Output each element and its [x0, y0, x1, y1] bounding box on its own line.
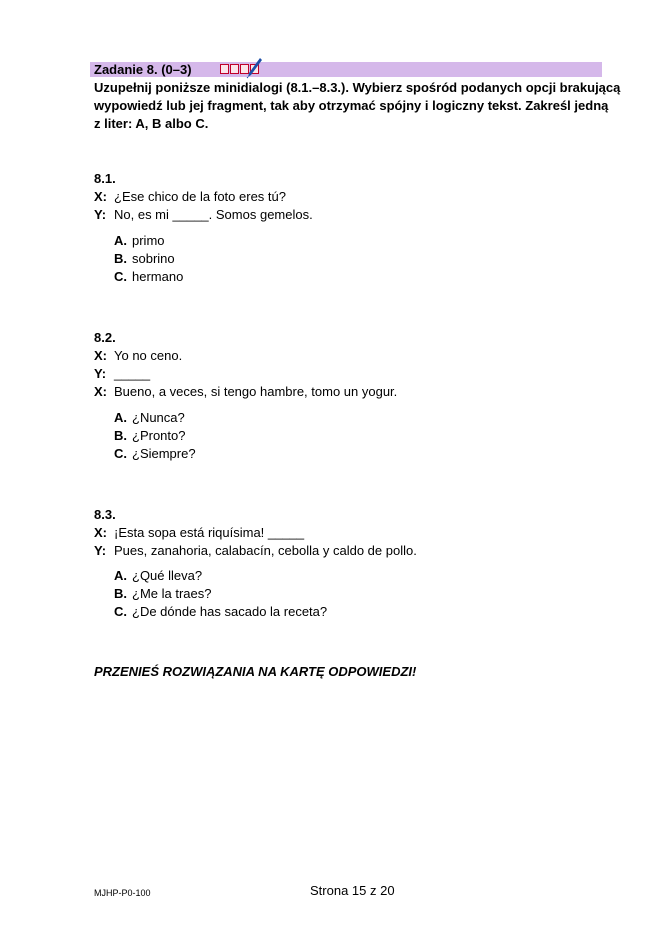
option-letter: B. [114, 251, 127, 266]
pen-icon [245, 57, 263, 79]
option-letter: C. [114, 446, 127, 461]
option-letter: A. [114, 233, 127, 248]
answer-option-b[interactable] [114, 586, 211, 602]
option-text: ¿Pronto? [132, 428, 186, 443]
speaker-label: X: [94, 348, 107, 363]
answer-option-c[interactable] [114, 604, 327, 620]
option-text: ¿De dónde has sacado la receta? [132, 604, 328, 619]
answer-option-b[interactable] [114, 251, 175, 267]
dialog-line [94, 189, 286, 205]
answer-option-a[interactable] [114, 410, 185, 426]
question-number: 8.3. [94, 507, 116, 522]
question-number: 8.1. [94, 171, 116, 186]
option-text: ¿Qué lleva? [132, 568, 203, 583]
instruction-line: Uzupełnij poniższe minidialogi (8.1.–8.3.). Wybierz spośród podanych opcji brakującą [94, 80, 621, 95]
dialog-line [94, 543, 417, 559]
answer-option-c[interactable] [114, 446, 196, 462]
page-number: Strona 15 z 20 [310, 883, 395, 898]
answer-option-a[interactable] [114, 568, 202, 584]
option-letter: C. [114, 269, 127, 284]
option-text: ¿Me la traes? [132, 586, 212, 601]
score-box [220, 64, 229, 74]
dialog-line [94, 384, 397, 400]
option-letter: A. [114, 568, 127, 583]
dialog-text: ¿Ese chico de la foto eres tú? [114, 189, 286, 204]
option-text: ¿Siempre? [132, 446, 196, 461]
speaker-label: Y: [94, 366, 107, 381]
instruction-line: wypowiedź lub jej fragment, tak aby otrzymać spójny i logiczny tekst. Zakreśl jedną [94, 98, 609, 113]
dialog-text: _____ [114, 366, 151, 381]
option-letter: B. [114, 586, 127, 601]
answer-option-a[interactable] [114, 233, 165, 249]
exam-code: MJHP-P0-100 [94, 888, 151, 898]
option-letter: B. [114, 428, 127, 443]
option-text: ¿Nunca? [132, 410, 185, 425]
score-box [230, 64, 239, 74]
speaker-label: Y: [94, 543, 107, 558]
dialog-line [94, 366, 150, 382]
question-number: 8.2. [94, 330, 116, 345]
option-letter: C. [114, 604, 127, 619]
instruction-line: z liter: A, B albo C. [94, 116, 209, 131]
task-instruction [94, 79, 621, 133]
dialog-text: Pues, zanahoria, calabacín, cebolla y caldo de pollo. [114, 543, 417, 558]
dialog-text: Bueno, a veces, si tengo hambre, tomo un yogur. [114, 384, 398, 399]
transfer-answers-note: PRZENIEŚ ROZWIĄZANIA NA KARTĘ ODPOWIEDZI! [94, 664, 417, 679]
speaker-label: X: [94, 525, 107, 540]
speaker-label: X: [94, 384, 107, 399]
dialog-text: No, es mi _____. Somos gemelos. [114, 207, 313, 222]
speaker-label: X: [94, 189, 107, 204]
task-title: Zadanie 8. (0–3) [94, 62, 192, 77]
answer-option-b[interactable] [114, 428, 185, 444]
option-text: hermano [132, 269, 184, 284]
dialog-line [94, 525, 304, 541]
dialog-text: Yo no ceno. [114, 348, 183, 363]
dialog-text: ¡Esta sopa está riquísima! _____ [114, 525, 305, 540]
option-text: primo [132, 233, 165, 248]
option-letter: A. [114, 410, 127, 425]
answer-option-c[interactable] [114, 269, 183, 285]
dialog-line [94, 348, 182, 364]
option-text: sobrino [132, 251, 175, 266]
speaker-label: Y: [94, 207, 107, 222]
dialog-line [94, 207, 313, 223]
